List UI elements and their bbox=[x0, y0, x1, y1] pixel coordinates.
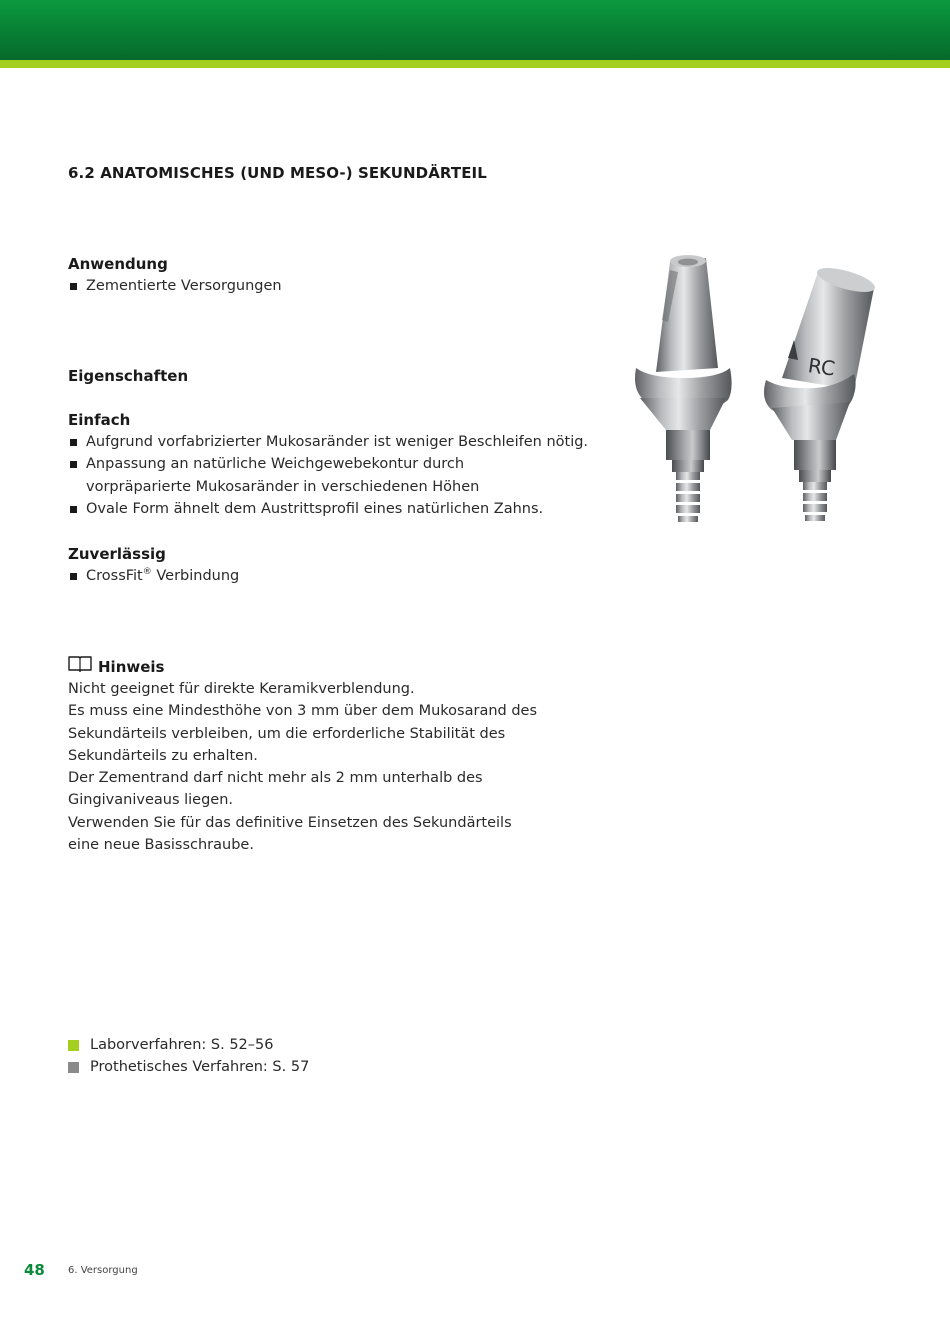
anwendung-heading: Anwendung bbox=[68, 255, 168, 273]
reference-list bbox=[68, 1034, 309, 1079]
anwendung-list bbox=[68, 275, 608, 297]
hinweis-section bbox=[68, 655, 598, 856]
footer-section-label: 6. Versorgung bbox=[68, 1265, 138, 1276]
header-bar bbox=[0, 0, 950, 60]
reference-item-prothetisch[interactable]: Prothetisches Verfahren: S. 57 bbox=[68, 1056, 309, 1078]
abutment-left bbox=[635, 255, 732, 522]
lime-square-icon bbox=[68, 1040, 79, 1051]
einfach-section bbox=[68, 409, 608, 520]
zuverlaessig-list bbox=[68, 565, 608, 587]
gray-square-icon bbox=[68, 1062, 79, 1073]
list-item: CrossFit® Verbindung bbox=[68, 565, 608, 587]
rc-engraving: RC bbox=[806, 353, 837, 381]
page-number: 48 bbox=[24, 1261, 45, 1279]
zuverlaessig-section bbox=[68, 543, 608, 587]
hinweis-heading-row bbox=[68, 655, 598, 678]
reference-item-laborverfahren[interactable]: Laborverfahren: S. 52–56 bbox=[68, 1034, 309, 1056]
anwendung-section bbox=[68, 253, 608, 297]
abutment-right bbox=[764, 263, 877, 521]
list-item: Zementierte Versorgungen bbox=[68, 275, 608, 297]
hinweis-line: Der Zementrand darf nicht mehr als 2 mm unterhalb des Gingivaniveaus liegen. bbox=[68, 770, 483, 809]
list-item: Aufgrund vorfabrizierter Mukosaränder ist weniger Beschleifen nötig. bbox=[68, 431, 608, 453]
book-icon bbox=[68, 655, 92, 678]
bullet-square-icon bbox=[70, 461, 77, 468]
hinweis-line: Verwenden Sie für das definitive Einsetzen des Sekundärteils eine neue Basisschraube. bbox=[68, 814, 512, 854]
bullet-square-icon bbox=[70, 573, 77, 580]
list-item: Ovale Form ähnelt dem Austrittsprofil eines natürlichen Zahns. bbox=[68, 498, 608, 520]
einfach-heading: Einfach bbox=[68, 411, 131, 429]
eigenschaften-section bbox=[68, 365, 608, 387]
einfach-list bbox=[68, 431, 608, 520]
bullet-square-icon bbox=[70, 506, 77, 513]
bullet-square-icon bbox=[70, 439, 77, 446]
eigenschaften-heading: Eigenschaften bbox=[68, 367, 189, 385]
bullet-square-icon bbox=[70, 283, 77, 290]
hinweis-line: Nicht geeignet für direkte Keramikverblendung. bbox=[68, 681, 415, 697]
hinweis-line: Es muss eine Mindesthöhe von 3 mm über dem Mukosarand des Sekundärteils verbleiben, um die erforderliche Stabilität des Sekundärteils zu erhalten. bbox=[68, 703, 538, 764]
abutment-product-image bbox=[622, 250, 884, 535]
page-title: 6.2 ANATOMISCHES (UND MESO-) SEKUNDÄRTEIL bbox=[68, 164, 487, 182]
hinweis-heading: Hinweis bbox=[98, 657, 165, 676]
zuverlaessig-heading: Zuverlässig bbox=[68, 545, 166, 563]
list-item: Anpassung an natürliche Weichgewebekontur durch vorpräparierte Mukosaränder in verschiedenen Höhen bbox=[68, 453, 608, 498]
header-accent-stripe bbox=[0, 60, 950, 68]
